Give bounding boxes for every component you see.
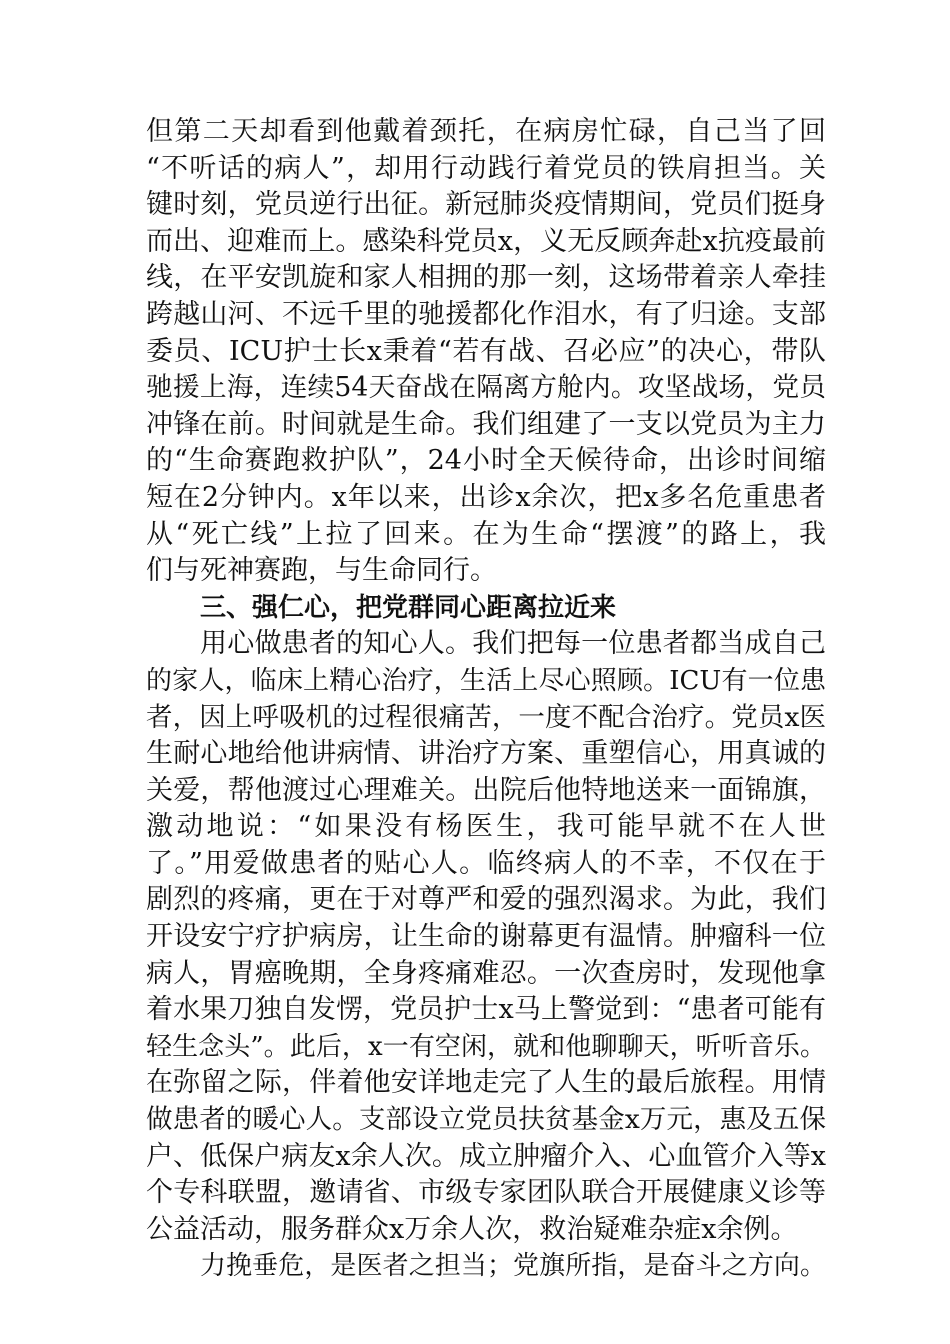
text-line: 生耐心地给他讲病情、讲治疗方案、重塑信心，用真诚的 — [146, 738, 826, 770]
text-line: 关爱，帮他渡过心理难关。出院后他特地送来一面锦旗， — [146, 774, 826, 806]
text-line: 的家人，临床上精心治疗，生活上尽心照顾。ICU有一位患 — [146, 665, 826, 696]
text-line: 剧烈的疼痛，更在于对尊严和爱的强烈渴求。为此，我们 — [146, 884, 826, 916]
text-line: 用心做患者的知心人。我们把每一位患者都当成自己 — [200, 628, 826, 660]
text-line: 轻生念头”。此后，x一有空闲，就和他聊聊天，听听音乐。 — [146, 1031, 826, 1062]
text-line: 从“死亡线”上拉了回来。在为生命“摆渡”的路上，我 — [146, 518, 826, 550]
text-line: 键时刻，党员逆行出征。新冠肺炎疫情期间，党员们挺身 — [146, 189, 826, 221]
text-line: 委员、ICU护士长x秉着“若有战、召必应”的决心，带队 — [146, 335, 826, 367]
document-body — [146, 114, 826, 1285]
paragraph-3 — [146, 1248, 826, 1285]
text-line: 着水果刀独自发愣，党员护士x马上警觉到：“患者可能有 — [146, 994, 826, 1026]
text-line: 们与死神赛跑，与生命同行。 — [146, 555, 497, 587]
text-line: 做患者的暖心人。支部设立党员扶贫基金x万元，惠及五保 — [146, 1104, 826, 1136]
text-line: 激动地说：“如果没有杨医生，我可能早就不在人世 — [146, 811, 826, 843]
text-line: 而出、迎难而上。感染科党员x，义无反顾奔赴x抗疫最前 — [146, 225, 826, 257]
text-line: 但第二天却看到他戴着颈托，在病房忙碌，自己当了回 — [146, 116, 826, 147]
paragraph-1 — [146, 114, 826, 590]
text-line: 冲锋在前。时间就是生命。我们组建了一支以党员为主力 — [146, 408, 826, 440]
text-line: 者，因上呼吸机的过程很痛苦，一度不配合治疗。党员x医 — [146, 701, 826, 733]
text-line: 的“生命赛跑救护队”，24小时全天候待命，出诊时间缩 — [146, 445, 826, 477]
text-line: 公益活动，服务群众x万余人次，救治疑难杂症x余例。 — [146, 1213, 798, 1245]
text-line: 线，在平安凯旋和家人相拥的那一刻，这场带着亲人牵挂 — [146, 262, 826, 294]
paragraph-2 — [146, 626, 826, 1248]
text-line: 驰援上海，连续54天奋战在隔离方舱内。攻坚战场，党员 — [146, 372, 826, 404]
text-line: 了。”用爱做患者的贴心人。临终病人的不幸，不仅在于 — [146, 847, 826, 879]
text-line: 短在2分钟内。x年以来，出诊x余次，把x多名危重患者 — [146, 481, 826, 513]
text-line: 病人，胃癌晚期，全身疼痛难忍。一次查房时，发现他拿 — [146, 957, 826, 989]
text-line: 在弥留之际，伴着他安详地走完了人生的最后旅程。用情 — [146, 1067, 826, 1099]
text-line: 户、低保户病友x余人次。成立肿瘤介入、心血管介入等x — [146, 1140, 826, 1172]
text-line: 跨越山河、不远千里的驰援都化作泪水，有了归途。支部 — [146, 298, 826, 330]
text-line: “不听话的病人”，却用行动践行着党员的铁肩担当。关 — [146, 152, 826, 184]
text-line: 力挽垂危，是医者之担当；党旗所指，是奋斗之方向。 — [200, 1251, 826, 1282]
section-heading: 三、强仁心，把党群同心距离拉近来 — [200, 592, 617, 623]
text-line: 开设安宁疗护病房，让生命的谢幕更有温情。肿瘤科一位 — [146, 921, 826, 953]
text-line: 个专科联盟，邀请省、市级专家团队联合开展健康义诊等 — [146, 1177, 826, 1209]
